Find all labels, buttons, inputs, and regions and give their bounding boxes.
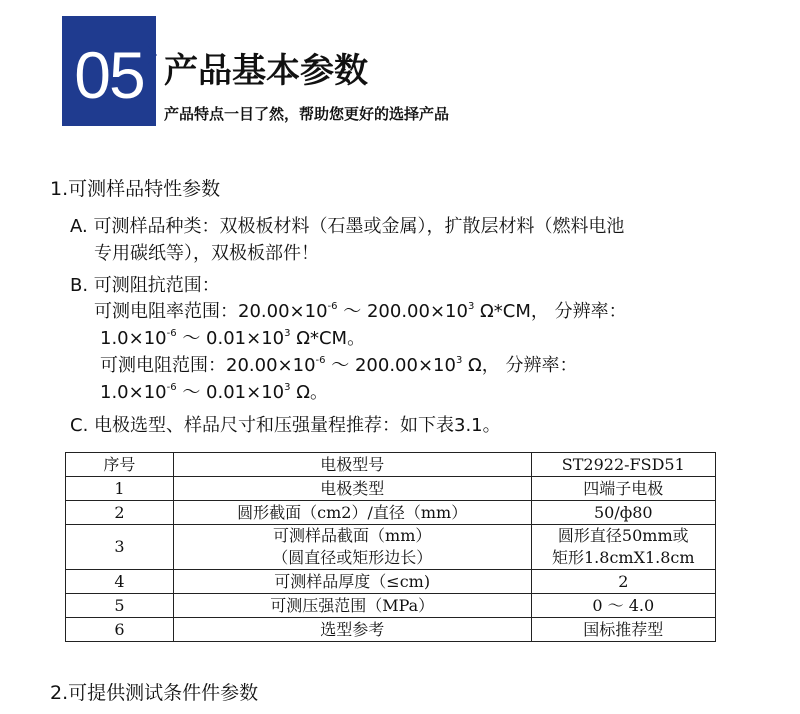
table-cell (531, 525, 715, 570)
table-cell: 3 (66, 525, 174, 570)
table-cell: 6 (66, 618, 174, 642)
table-row (66, 477, 716, 501)
resistance-resolution (100, 381, 328, 405)
table-cell: 2 (531, 570, 715, 594)
table-cell: 国标推荐型 (531, 618, 715, 642)
resolution-min: 1.0×10 (100, 328, 167, 349)
table-cell: 2 (66, 501, 174, 525)
table-cell-line: 矩形1.8cmX1.8cm (552, 548, 695, 567)
table-header-row (66, 453, 716, 477)
table-header-cell: 序号 (66, 453, 174, 477)
resolution-unit: Ω。 (290, 382, 328, 403)
exponent: 3 (455, 355, 463, 366)
section2-heading: 2.可提供测试条件件参数 (50, 682, 259, 704)
resistance-unit: Ω， 分辨率： (462, 355, 578, 376)
resistivity-range (94, 300, 627, 324)
exponent: -6 (166, 328, 177, 339)
resolution-unit: Ω*CM。 (290, 328, 366, 349)
table-row (66, 525, 716, 570)
electrode-selection-table (65, 452, 716, 642)
table-cell: 可测压强范围（MPa） (173, 594, 531, 618)
table-row (66, 618, 716, 642)
table-row (66, 501, 716, 525)
page-subtitle: 产品特点一目了然，帮助您更好的选择产品 (164, 105, 450, 123)
exponent: 3 (284, 328, 291, 339)
table-row (66, 570, 716, 594)
item-a-line1: A. 可测样品种类：双极板材料（石墨或金属），扩散层材料（燃料电池 (70, 216, 625, 237)
table-cell-line: 可测样品截面（mm） (273, 526, 432, 545)
table-cell: 电极类型 (173, 477, 531, 501)
table-row (66, 594, 716, 618)
resolution-max: ～ 0.01×10 (176, 328, 285, 349)
table-cell: 50/ф80 (531, 501, 715, 525)
resistivity-resolution (100, 327, 365, 351)
resistance-max: ～ 200.00×10 (325, 355, 456, 376)
table-cell: 圆形截面（cm2）/直径（mm） (173, 501, 531, 525)
resistance-range (100, 354, 578, 378)
table-cell: 1 (66, 477, 174, 501)
page-title: 产品基本参数 (164, 51, 368, 91)
table-cell (173, 525, 531, 570)
exponent: -6 (166, 382, 177, 393)
table-cell: 可测样品厚度（≤cm) (173, 570, 531, 594)
resolution-max: ～ 0.01×10 (176, 382, 285, 403)
exponent: -6 (327, 301, 338, 312)
resistivity-max: ～ 200.00×10 (337, 301, 468, 322)
resistivity-unit: Ω*CM， 分辨率： (474, 301, 627, 322)
table-cell: 0 ～ 4.0 (531, 594, 715, 618)
section-number: 05 (74, 38, 144, 112)
resistivity-min: 可测电阻率范围：20.00×10 (94, 301, 328, 322)
table-cell: 4 (66, 570, 174, 594)
table-cell: 5 (66, 594, 174, 618)
exponent: -6 (315, 355, 326, 366)
table-cell-line: 圆形直径50mm或 (557, 526, 689, 545)
table-cell: 四端子电极 (531, 477, 715, 501)
item-a-line2: 专用碳纸等），双极板部件！ (94, 243, 319, 264)
table-header-cell: 电极型号 (173, 453, 531, 477)
table-cell-line: （圆直径或矩形边长） (272, 548, 433, 567)
exponent: 3 (467, 301, 475, 312)
resolution-min: 1.0×10 (100, 382, 167, 403)
table-header-cell: ST2922-FSD51 (531, 453, 715, 477)
exponent: 3 (284, 382, 291, 393)
table-cell: 选型参考 (173, 618, 531, 642)
resistance-min: 可测电阻范围：20.00×10 (100, 355, 316, 376)
item-b-heading: B. 可测阻抗范围： (70, 275, 220, 296)
section1-heading: 1.可测样品特性参数 (50, 178, 221, 200)
item-c-line: C. 电极选型、样品尺寸和压强量程推荐：如下表3.1。 (70, 415, 501, 436)
